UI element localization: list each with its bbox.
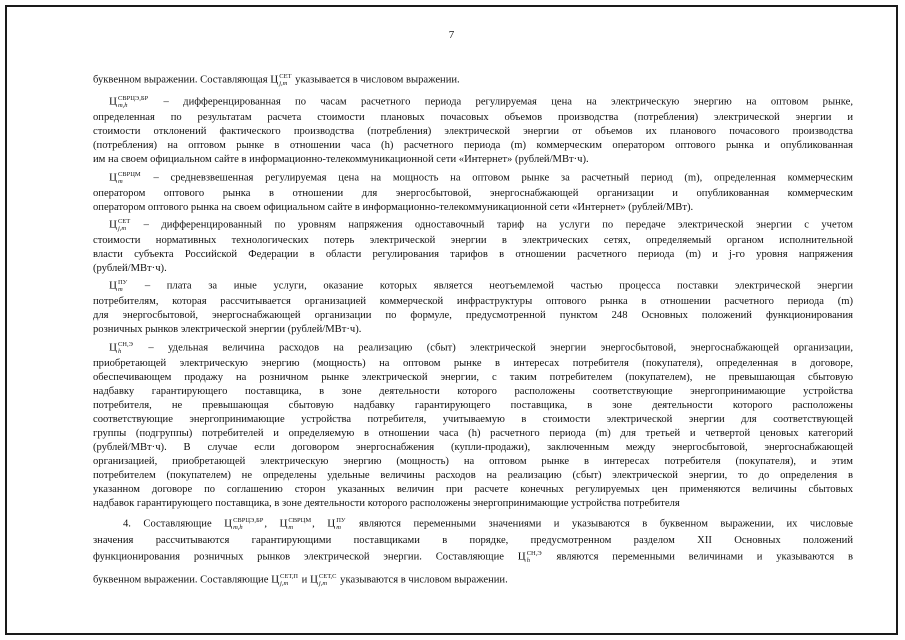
formula-symbol: Ц СЕТ,П j,m bbox=[271, 573, 298, 587]
text-fragment: указываются в числовом выражении. bbox=[340, 574, 508, 586]
text-fragment: функционирования розничных рынков электрической энергии. Составляющие bbox=[93, 551, 504, 563]
text-line: указанном договоре по соглашению сторон указанных величин при расчете конечных регулируемых цен применяются величины сбытовых bbox=[93, 484, 853, 495]
text-fragment: и bbox=[301, 574, 308, 586]
text-fragment: являются переменными величинами и указываются в bbox=[556, 551, 853, 563]
text-line: оператором оптового рынка на своем официальном сайте в информационно-телекоммуникационной сети «Интернет» (рублей/МВт). bbox=[93, 202, 694, 213]
text-fragment: 4. Составляющие bbox=[123, 518, 212, 530]
text-line: потребителя, не превышающая сбытовую надбавку гарантирующего поставщика, в зоне деятельности которого расположены bbox=[93, 400, 853, 411]
text-line: (потребления) на оптовом рынке в отношении часа (h) расчетного периода (m) коммерческим оператором оптового рынка и опубликованная bbox=[93, 140, 853, 151]
text-line: значения рассчитываются гарантирующими поставщиками в порядке, предусмотренном разделом XII Основных положений bbox=[93, 535, 853, 546]
text-line bbox=[109, 279, 853, 293]
text-fragment: – дифференцированная по часам расчетного периода регулируемая цена на электрическую энергию на оптовом рынке, bbox=[163, 96, 853, 108]
text-line: надбавок гарантирующего поставщика, в зоне деятельности которого расположены энергопринимающие устройства потребителя bbox=[93, 498, 680, 509]
text-line: приобретающей электрическую энергию (мощность) на оптовом рынке в интересах потребителя (покупателя), определенная в договоре, bbox=[93, 358, 853, 369]
text-line: определенная по результатам расчета стоимости плановых почасовых объемов производства (потребления) электрической энергии и bbox=[93, 112, 853, 123]
formula-symbol: Ц СВРЦМ m bbox=[109, 171, 141, 185]
text-line: потребителем (покупателем) не определены удельные величины расходов на реализацию (сбыт) электрической энергии, то до определения в bbox=[93, 470, 853, 481]
formula-symbol: Ц СВРЦМ m bbox=[279, 517, 312, 531]
formula-symbol: Ц ПУ m bbox=[327, 517, 346, 531]
text-fragment: – плата за иные услуги, оказание которых является неотъемлемой частью процесса поставки электрической энергии bbox=[144, 280, 853, 292]
text-line: стоимости нормативных технологических потерь электрической энергии в электрических сетях, определяемый органом исполнительной bbox=[93, 235, 853, 246]
text-line: стоимости отклонений фактического производства (потребления) электрической энергии от объемов их планового почасового производства bbox=[93, 126, 853, 137]
text-fragment: являются переменными значениями и указываются в буквенном выражении, их числовые bbox=[358, 518, 854, 530]
text-fragment: указывается в числовом выражении. bbox=[295, 74, 460, 86]
text-line: (рублей/МВт·ч). В случае если договором энергоснабжения (купли-продажи), заключенным между энергосбытовой, энергоснабжающей bbox=[93, 442, 853, 453]
text-fragment: буквенном выражении. Составляющие bbox=[93, 574, 269, 586]
text-line: соответствующие энергопринимающие устройства потребителя, учитываемую в стоимости электрической энергии для соответствующей bbox=[93, 414, 853, 425]
formula-symbol: Ц СЕТ,С j,m bbox=[309, 573, 337, 587]
text-line: потребителям, которая рассчитывается организацией коммерческой инфраструктуры оптового рынка в отношении расчетного периода (m) bbox=[93, 296, 853, 307]
text-line bbox=[109, 95, 853, 109]
document-page bbox=[5, 5, 898, 635]
formula-symbol: Ц СН,Э h bbox=[109, 341, 133, 355]
text-line bbox=[93, 573, 508, 587]
text-line: для энергосбытовой, энергоснабжающей организации по формуле, предусмотренной пунктом 248 Основных положений функционирования bbox=[93, 310, 853, 321]
text-line: 4. Составляющие Ц СВРЦЭ,БР m,h , Ц СВРЦМ m , Ц ПУ m являются переменными значениями и указываются в буквенном выражении, их числовые bbox=[123, 517, 854, 531]
text-line: группы (подгруппы) потребителей и определяемую в отношении часа (h) расчетного периода (m) для третьей и четвертой ценовых категорий bbox=[93, 428, 853, 439]
formula-symbol: Ц СВРЦЭ,БР m,h bbox=[224, 517, 264, 531]
text-line: им на своем официальном сайте в информационно-телекоммуникационной сети «Интернет» (рублей/МВт·ч). bbox=[93, 154, 589, 165]
text-line bbox=[109, 218, 853, 232]
formula-symbol: Ц СН,Э h bbox=[517, 550, 542, 564]
text-line: оператором оптового рынка в отношении для энергосбытовой, энергоснабжающей организации и опубликованная коммерческим bbox=[93, 188, 853, 199]
text-fragment: – удельная величина расходов на реализацию (сбыт) электрической энергии энергосбытовой, энергоснабжающей организации, bbox=[148, 342, 853, 354]
text-fragment: буквенном выражении. Составляющая bbox=[93, 74, 268, 86]
formula-symbol: Ц СЕТ j,m bbox=[270, 73, 292, 87]
text-fragment: – дифференцированный по уровням напряжения одноставочный тариф на услуги по передаче электрической энергии с учетом bbox=[143, 219, 854, 231]
text-line bbox=[109, 341, 853, 355]
formula-symbol: Ц ПУ m bbox=[109, 279, 128, 293]
formula-symbol: Ц СЕТ j,m bbox=[109, 218, 131, 232]
text-line: власти субъекта Российской Федерации в области регулирования тарифов в отношении расчетного периода (m) и j-го уровня напряжения bbox=[93, 249, 853, 260]
page-number: 7 bbox=[448, 29, 455, 41]
text-line: розничных рынков электрической энергии (рублей/МВт·ч). bbox=[93, 324, 362, 335]
text-line: организацией, приобретающей электрическую энергию (мощность) на оптовом рынке в интересах потребителя (покупателя), и этим bbox=[93, 456, 853, 467]
text-line bbox=[93, 73, 460, 87]
formula-symbol: Ц СВРЦЭ,БР m,h bbox=[109, 95, 149, 109]
text-line: обеспечивающем продажу на розничном рынке электрической энергии, с таким потребителем (покупателем), не превышающая сбытовую bbox=[93, 372, 853, 383]
text-line: надбавку гарантирующего поставщика, в зоне деятельности которого расположены соответствующие энергопринимающие устройства bbox=[93, 386, 853, 397]
text-line bbox=[93, 550, 853, 564]
text-line: (рублей/МВт·ч). bbox=[93, 263, 167, 274]
text-line bbox=[109, 171, 853, 185]
text-fragment: – средневзвешенная регулируемая цена на мощность на оптовом рынке за расчетный период (m), определенная коммерческим bbox=[153, 172, 853, 184]
